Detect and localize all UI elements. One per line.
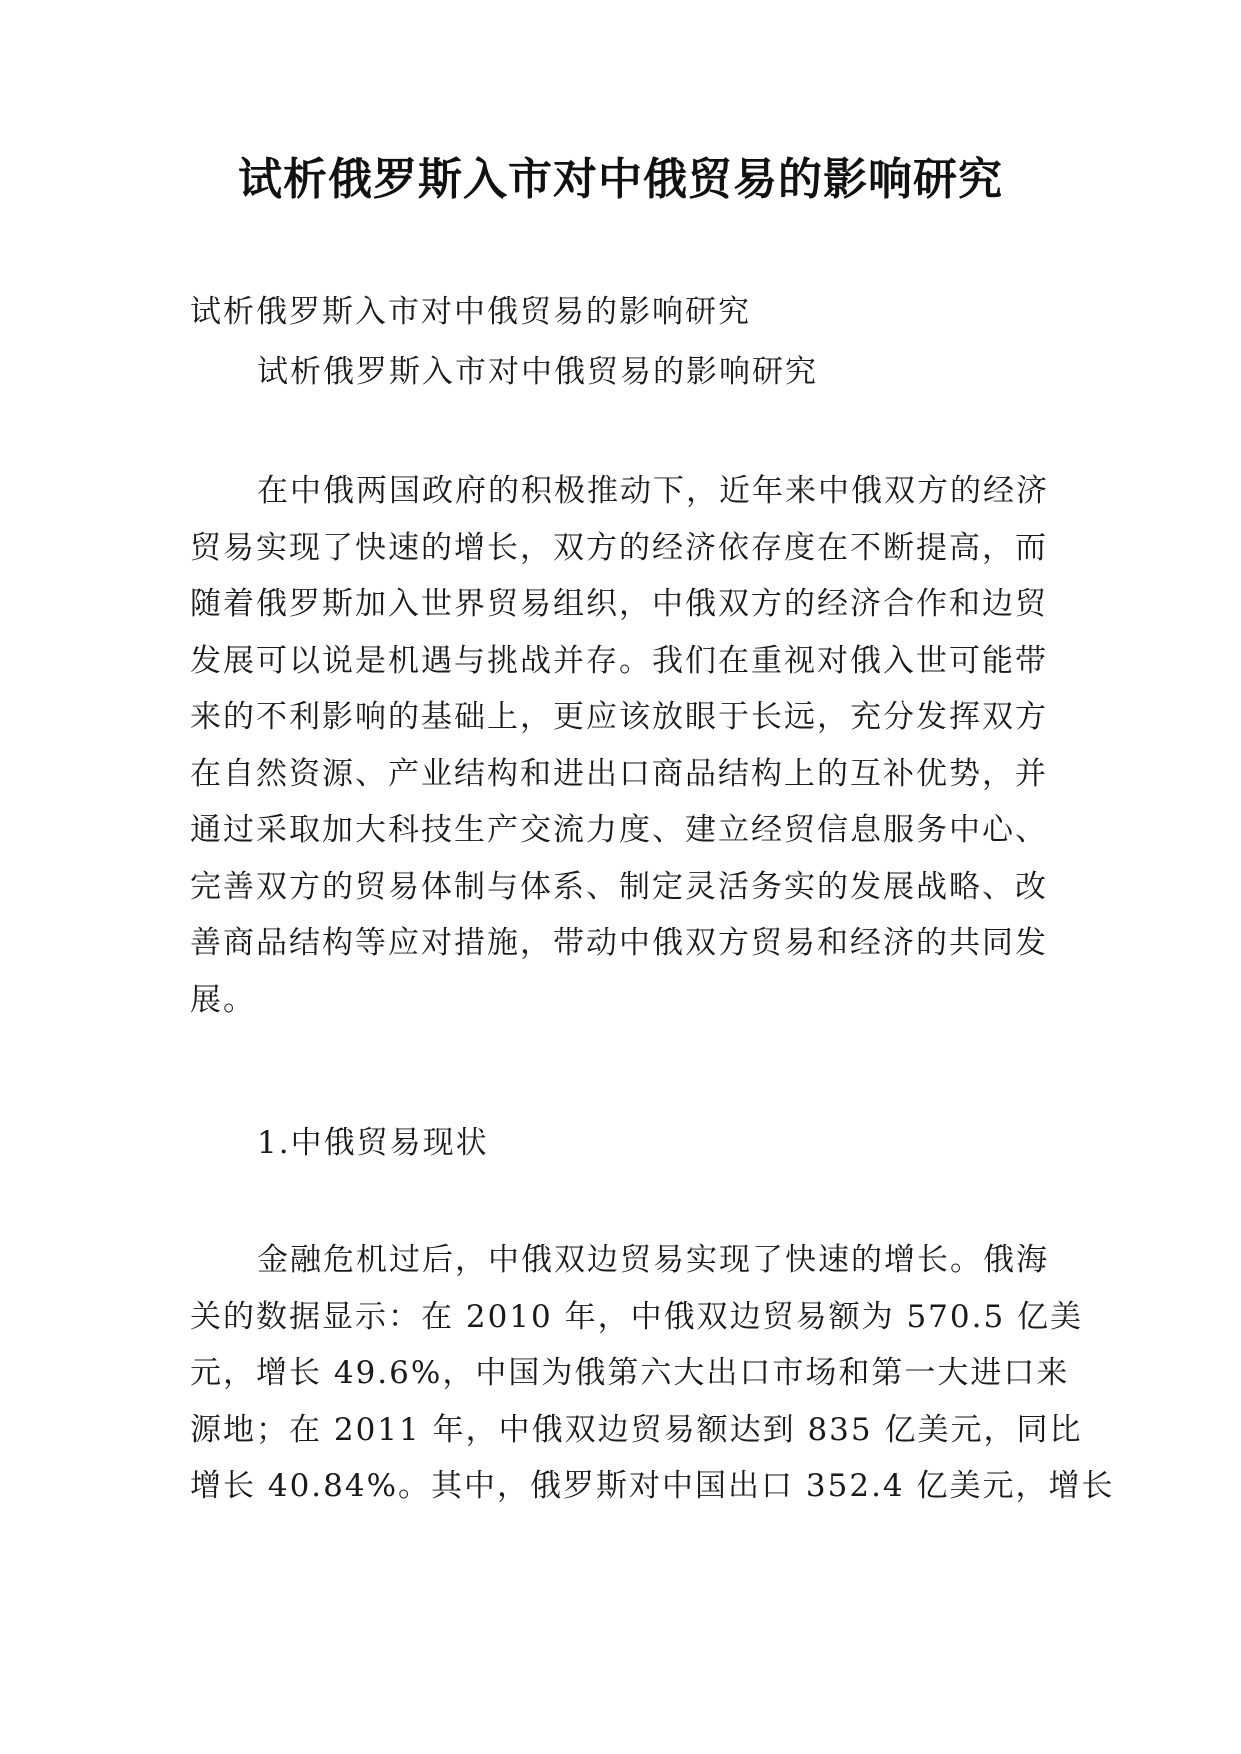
paragraph-line: 在中俄两国政府的积极推动下，近年来中俄双方的经济 <box>257 473 1049 509</box>
paragraph-line: 完善双方的贸易体制与体系、制定灵活务实的发展战略、改 <box>190 868 1048 905</box>
abstract-paragraph <box>190 463 1060 1028</box>
paragraph-line: 金融危机过后，中俄双边贸易实现了快速的增长。俄海 <box>257 1242 1049 1278</box>
paragraph-line: 通过采取加大科技生产交流力度、建立经贸信息服务中心、 <box>190 812 1048 848</box>
section-heading: 1.中俄贸易现状 <box>257 1125 489 1161</box>
paragraph-line: 展。 <box>190 981 256 1018</box>
document-subtitle: 试析俄罗斯入市对中俄贸易的影响研究 <box>190 294 751 330</box>
paragraph-line: 来的不利影响的基础上，更应该放眼于长远，充分发挥双方 <box>190 699 1048 735</box>
paragraph-line: 在自然资源、产业结构和进出口商品结构上的互补优势，并 <box>190 755 1048 792</box>
document-title: 试析俄罗斯入市对中俄贸易的影响研究 <box>238 154 1003 205</box>
paragraph-line: 随着俄罗斯加入世界贸易组织，中俄双方的经济合作和边贸 <box>190 586 1048 622</box>
section-paragraph <box>190 1232 1115 1515</box>
paragraph-line: 元，增长 49.6%，中国为俄第六大出口市场和第一大进口来 <box>190 1355 1070 1391</box>
paragraph-line: 发展可以说是机遇与挑战并存。我们在重视对俄入世可能带 <box>190 642 1048 679</box>
paragraph-line: 增长 40.84%。其中，俄罗斯对中国出口 352.4 亿美元，增长 <box>190 1468 1115 1504</box>
paragraph-line: 善商品结构等应对措施，带动中俄双方贸易和经济的共同发 <box>190 925 1048 961</box>
paragraph-line: 关的数据显示：在 2010 年，中俄双边贸易额为 570.5 亿美 <box>190 1298 1084 1335</box>
paragraph-line: 贸易实现了快速的增长，双方的经济依存度在不断提高，而 <box>190 529 1048 566</box>
paragraph-line: 源地；在 2011 年，中俄双边贸易额达到 835 亿美元，同比 <box>190 1411 1083 1448</box>
article-inner-title: 试析俄罗斯入市对中俄贸易的影响研究 <box>257 354 818 390</box>
